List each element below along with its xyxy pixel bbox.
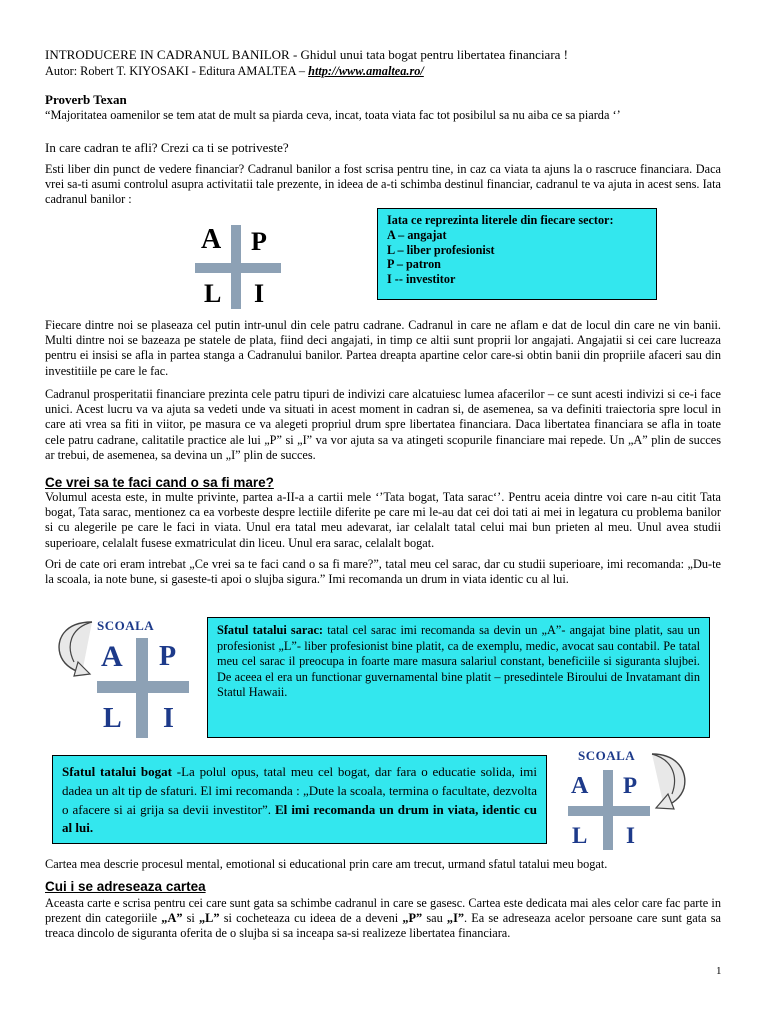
- curved-arrow-icon: [52, 618, 102, 678]
- audience-letter-l: „L”: [199, 911, 220, 926]
- rich-dad-advice-lead: Sfatul tatalui bogat: [62, 764, 172, 779]
- quadrant-letter-a: A: [571, 773, 589, 799]
- quadrant-letter-l: L: [572, 823, 588, 848]
- audience-text-3: si cocheteaza cu ideea de a deveni: [219, 911, 403, 926]
- audience-text-4: sau: [422, 911, 447, 926]
- money-quadrant: [195, 225, 281, 309]
- letters-legend-item: P – patron: [387, 257, 441, 272]
- poor-dad-advice-text: tatal cel sarac imi recomanda sa devin un „A”- angajat bine platit, sau un profesionist „L”- liber profesionist bine platit, ca de exemplu, medic, avocat sau contabil. Pe tatal meu cel sarac il preocupa in foarte mare masura salariul constant, beneficiile si siguranta slujbei. De aceea el era un functionar guvernamental bine platit – presedintele Biroului de Invatamant din Statul Hawaii.: [217, 623, 700, 700]
- author-line: [45, 63, 735, 79]
- header: [45, 47, 735, 79]
- quadrant-horizontal-bar: [97, 681, 189, 693]
- paragraph-quadrant-placement: Fiecare dintre noi se plaseaza cel putin intr-unul din cele patru cadrane. Cadranul in care ne aflam e dat de locul din care ne vin banii. Multi dintre noi se bazeaza pe statele de plata, fiind deci angajati, in timp ce altii sunt proprii lor angajati. Angajatii si cei care lucreaza pentru ei insisi se afla in partea stanga a Cadranului banilor. Partea dreapta apartine celor care-si obtin banii din propriile afaceri sau din investitiile pe care le fac.: [45, 318, 721, 378]
- page-number: 1: [716, 965, 722, 977]
- money-quadrant-poor-dad: [97, 638, 189, 738]
- audience-text-2: si: [182, 911, 200, 926]
- quadrant-letter-a: A: [101, 640, 123, 673]
- document-title: INTRODUCERE IN CADRANUL BANILOR: [45, 47, 290, 62]
- paragraph-audience: [45, 896, 721, 942]
- scoala-label-rich: SCOALA: [578, 748, 636, 763]
- money-quadrant-rich-dad: [568, 770, 650, 850]
- quadrant-letter-a: A: [201, 224, 222, 255]
- paragraph-book-describes: Cartea mea descrie procesul mental, emotional si educational prin care am trecut, urmand sfatul tatalui meu bogat.: [45, 857, 608, 871]
- quadrant-letter-p: P: [251, 227, 267, 256]
- document-subtitle: - Ghidul unui tata bogat pentru libertatea financiara !: [289, 47, 569, 62]
- quadrant-letter-i: I: [163, 703, 174, 734]
- section-heading-grow-up: Ce vrei sa te faci cand o sa fi mare?: [45, 475, 274, 490]
- document-title-line: [45, 47, 735, 63]
- letters-legend-heading: Iata ce reprezinta literele din fiecare sector:: [387, 213, 614, 227]
- paragraph-book-volume: Volumul acesta este, in multe privinte, partea a-II-a a cartii mele ‘’Tata bogat, Tata sarac‘’. Pentru aceia dintre voi care n-au citit Tata bogat, Tata sarac, mentionez ca ea vorbeste despre lectiile diferite pe care mi le-au dat cei doi tati ai mei in legatura cu problema banilor si cu alegerile pe care le faci in viata. Unul era tatal meu adevarat, iar celalalt tatal celui mai bun prieten al meu. Unul avea studii superioare, celalalt fusese exmatriculat din liceu. Unul era sarac, celalalt bogat.: [45, 490, 721, 550]
- letters-legend-item: L – liber profesionist: [387, 242, 495, 257]
- letters-legend-item: A – angajat: [387, 227, 447, 242]
- intro-paragraph: Esti liber din punct de vedere financiar? Cadranul banilor a fost scrisa pentru tine, in caz ca viata ta ajuns la o rascruce financiara. Daca vrei sa-ti asumi controlul asupra activitatii tale prezente, in ideea de a-ti schimba destinul financiar, cadranul te va ajuta in acest sens. Iata cadranul banilor :: [45, 162, 721, 207]
- section-heading-audience: Cui i se adreseaza cartea: [45, 879, 206, 894]
- poor-dad-advice-box: [207, 617, 710, 738]
- audience-letter-p: „P”: [402, 911, 423, 926]
- quadrant-letter-i: I: [626, 823, 635, 848]
- audience-letter-i: „I”: [446, 911, 465, 926]
- audience-text-1: Aceasta carte e scrisa pentru cei care sunt gata sa schimbe cadranul in care se gasesc. Cartea este dedicata mai ales celor care fac parte in prezent din categoriile: [45, 896, 721, 926]
- proverb-quote: “Majoritatea oamenilor se tem atat de mult sa piarda ceva, incat, toata viata fac tot posibilul sa nu aiba ce sa piarda ‘’: [45, 108, 621, 122]
- paragraph-prosperity: Cadranul prosperitatii financiare prezinta cele patru tipuri de indivizi care alcatuiesc lumea afacerilor – ce sunt acesti indivizi si ce-i face unici. Acest lucru va va ajuta sa vedeti unde va situati in acest moment in cadran si, de asemenea, sa va definiti traiectoria spre locul in care ati vrea sa fiti in viitor, pe masura ce va alegeti propriul drum spre libertatea financiara. Daca libertatea financiara se afla in toate cele patru cadrane, calitatile practice ale lui „P” si „I” va vor ajuta sa va atingeti scopurile financiare mai repede. Un „A” plin de succes ar trebui, de asemenea, sa devina un „I” plin de succes.: [45, 387, 721, 462]
- curved-arrow-icon: [644, 750, 694, 812]
- rich-dad-advice-bold-end: El imi recomanda un drum in viata, identic cu al lui.: [62, 801, 537, 836]
- publisher-link[interactable]: http://www.amaltea.ro/: [308, 64, 424, 78]
- quadrant-letter-l: L: [103, 703, 122, 734]
- audience-letter-a: „A”: [161, 911, 183, 926]
- proverb-heading: Proverb Texan: [45, 92, 127, 107]
- quadrant-horizontal-bar: [568, 806, 650, 816]
- rich-dad-advice-text: -La polul opus, tatal meu cel bogat, dar fara o educatie solida, imi dadea un alt tip de sfaturi. El imi recomanda : „Dute la scoala, termina o facultate, dezvolta o afacere si ai grija sa devii investitor”.: [62, 764, 537, 817]
- letters-legend-box: [377, 208, 657, 300]
- author: Autor: Robert T. KIYOSAKI - Editura AMALTEA –: [45, 64, 309, 78]
- letters-legend-item: I -- investitor: [387, 272, 456, 287]
- quadrant-horizontal-bar: [195, 263, 281, 273]
- rich-dad-advice-box: [52, 755, 547, 844]
- audience-text-5: . Ea se adreseaza acelor persoane care sunt gata sa treaca dincolo de siguranta oferita de o slujba si sa inceapa sa-si realizeze libertatea financiara.: [45, 911, 721, 941]
- paragraph-poor-dad-advice: Ori de cate ori eram intrebat „Ce vrei sa te faci cand o sa fi mare?”, tatal meu cel sarac, dar cu studii superioare, imi recomanda: „Du-te la scoala, ia note bune, si gaseste-ti apoi o slujba sigura.” Imi recomanda un drum in viata identic cu al lui.: [45, 557, 721, 587]
- scoala-label: SCOALA: [97, 618, 155, 633]
- question: In care cadran te afli? Crezi ca ti se potriveste?: [45, 140, 289, 155]
- quadrant-letter-p: P: [159, 641, 177, 672]
- quadrant-letter-l: L: [204, 279, 222, 308]
- quadrant-letter-i: I: [254, 279, 265, 308]
- poor-dad-advice-lead: Sfatul tatalui sarac:: [217, 623, 324, 637]
- quadrant-letter-p: P: [623, 773, 638, 798]
